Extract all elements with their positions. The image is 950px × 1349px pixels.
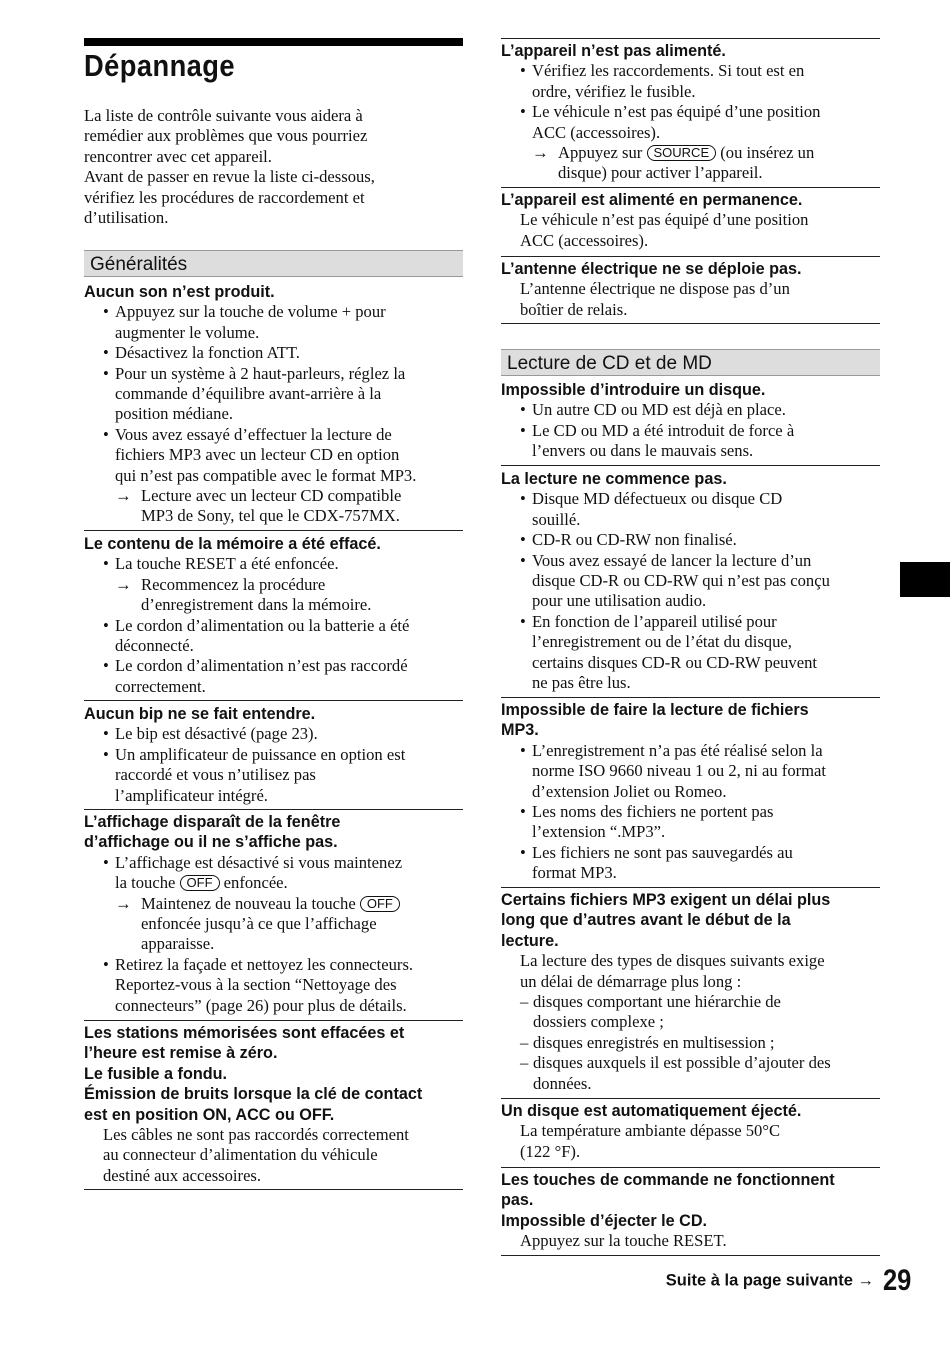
remedy-arrow: → Recommencez la procédure d’enregistrement dans la mémoire. [115,574,372,615]
problem-heading: Aucun son n’est produit. [84,283,275,301]
problem-heading: L’appareil est alimenté en permanence. [501,191,803,209]
remedy-arrow: → Lecture avec un lecteur CD compatible MP3 de Sony, tel que le CDX-757MX. [115,486,402,526]
list-item: • Les fichiers ne sont pas sauvegardés au format MP3. [532,843,880,884]
divider [501,1255,880,1256]
problem-heading: L’appareil n’est pas alimenté. [501,42,726,60]
problem-no-beep [84,700,463,806]
problem-no-sound [84,282,463,527]
list-item: • Vous avez essayé d’effectuer la lecture de fichiers MP3 avec un lecteur CD en option qui n’est pas compatible avec le format MP3. → Lecture avec un lecteur CD compatible MP3 de Sony, tel que le CDX-757MX. [115,425,463,527]
arrow-right-icon: → [115,486,132,506]
list-item: • Retirez la façade et nettoyez les connecteurs. Reportez-vous à la section “Nettoyage des connecteurs” (page 26) pour plus de détails. [115,955,463,1016]
problem-heading: Certains fichiers MP3 exigent un délai plus long que d’autres avant le début de la lecture. [501,891,831,950]
list-item: • Les noms des fichiers ne portent pas l’extension “.MP3”. [532,802,880,843]
problem-answer: L’antenne électrique ne dispose pas d’un boîtier de relais. [520,279,790,319]
list-item: • Le cordon d’alimentation n’est pas raccordé correctement. [115,656,463,697]
problem-memory-erased [84,530,463,697]
list-item: • Un amplificateur de puissance en option est raccordé et vous n’utilisez pas l’amplificateur intégré. [115,745,463,806]
problem-heading: Impossible d’introduire un disque. [501,381,766,399]
problem-heading: L’affichage disparaît de la fenêtre d’affichage ou il ne s’affiche pas. [84,813,341,852]
problem-answer: Les câbles ne sont pas raccordés correctement au connecteur d’alimentation du véhicule destiné aux accessoires. [103,1125,409,1185]
list-item: – disques enregistrés en multisession ; [533,1033,880,1053]
problem-heading: La lecture ne commence pas. [501,470,727,488]
problem-cannot-insert [501,380,880,462]
continued-label: Suite à la page suivante [665,1271,853,1290]
list-item: • L’enregistrement n’a pas été réalisé selon la norme ISO 9660 niveau 1 ou 2, ni au format d’extension Joliet ou Romeo. [532,741,880,802]
arrow-right-icon: → [115,893,132,913]
list-item: • Le CD ou MD a été introduit de force à l’envers ou dans le mauvais sens. [532,421,880,462]
off-key: OFF [180,875,220,891]
remedy-arrow: → Appuyez sur SOURCE (ou insérez un disque) pour activer l’appareil. [532,143,815,183]
list-item: • Appuyez sur la touche de volume + pour augmenter le volume. [115,302,463,343]
list-item: • L’affichage est désactivé si vous maintenez la touche OFF enfoncée. → Maintenez de nouveau la touche OFF enfoncée jusqu’à ce que l’affichage apparaisse. [115,853,463,955]
remedy-arrow: → Maintenez de nouveau la touche OFF enfoncée jusqu’à ce que l’affichage apparaisse. [115,894,463,955]
problem-playback-not-start [501,465,880,693]
problem-heading: Les stations mémorisées sont effacées et l’heure est remise à zéro. Le fusible a fondu. Émission de bruits lorsque la clé de contact est en position ON, ACC ou OFF. [84,1024,423,1124]
list-item: • Pour un système à 2 haut-parleurs, réglez la commande d’équilibre avant-arrière à la position médiane. [115,364,463,425]
list-item: • En fonction de l’appareil utilisé pour l’enregistrement ou de l’état du disque, certains disques CD-R ou CD-RW peuvent ne pas être lus. [532,612,880,694]
list-item: • Disque MD défectueux ou disque CD souillé. [532,489,880,530]
problem-mp3-delay [501,887,880,1094]
problem-answer: La température ambiante dépasse 50°C (122 °F). [520,1121,781,1161]
list-item: – disques comportant une hiérarchie de dossiers complexe ; [533,992,880,1033]
problem-display-disappears [84,809,463,1016]
section-heading-general: Généralités [84,250,463,277]
problem-heading: Aucun bip ne se fait entendre. [84,705,316,723]
problem-heading: Le contenu de la mémoire a été effacé. [84,535,381,553]
problem-heading: Les touches de commande ne fonctionnent pas. Impossible d’éjecter le CD. [501,1171,835,1230]
problem-auto-eject [501,1098,880,1162]
list-item: • Le bip est désactivé (page 23). [115,724,463,744]
list-item: • CD-R ou CD-RW non finalisé. [532,530,880,550]
arrow-right-icon: → [532,143,549,163]
page-title: Dépannage [84,48,236,83]
list-item: • Vous avez essayé de lancer la lecture d’un disque CD-R ou CD-RW qui n’est pas conçu pour une utilisation audio. [532,551,880,612]
problem-answer: La lecture des types de disques suivants exige un délai de démarrage plus long : [520,951,825,991]
problem-answer: Le véhicule n’est pas équipé d’une position ACC (accessoires). [520,210,809,250]
divider [501,323,880,324]
chapter-tab [900,562,950,597]
intro-paragraph: La liste de contrôle suivante vous aidera à remédier aux problèmes que vous pourriez rencontrer avec cet appareil. Avant de passer en revue la liste ci-dessous, vérifiez les procédures de raccordement et d’utilisation. [84,106,375,228]
problem-buttons-not-working [501,1167,880,1252]
source-key: SOURCE [647,145,717,161]
problem-answer: Appuyez sur la touche RESET. [520,1231,727,1251]
problem-heading: L’antenne électrique ne se déploie pas. [501,260,802,278]
section-heading-cd-md: Lecture de CD et de MD [501,349,880,376]
title-bar [84,38,463,46]
page-number: 29 [882,1264,911,1297]
list-item: • Vérifiez les raccordements. Si tout est en ordre, vérifiez le fusible. [532,61,880,102]
list-item: • Un autre CD ou MD est déjà en place. [532,400,880,420]
problem-stations-erased [84,1020,463,1186]
problem-no-power [501,41,880,184]
problem-heading: Un disque est automatiquement éjecté. [501,1102,802,1120]
off-key: OFF [360,896,400,912]
page-footer [666,1264,916,1298]
problem-antenna [501,256,880,320]
problem-heading: Impossible de faire la lecture de fichiers MP3. [501,701,809,740]
divider [84,1189,463,1190]
problem-mp3-playback [501,697,880,884]
list-item: • Le cordon d’alimentation ou la batterie a été déconnecté. [115,616,463,657]
list-item: • La touche RESET a été enfoncée. → Recommencez la procédure d’enregistrement dans la mémoire. [115,554,463,615]
arrow-right-icon: → [857,1271,874,1290]
problem-always-powered [501,187,880,251]
list-item: – disques auxquels il est possible d’ajouter des données. [533,1053,880,1094]
arrow-right-icon: → [115,574,132,594]
list-item: • Le véhicule n’est pas équipé d’une position ACC (accessoires). → Appuyez sur SOURCE (ou insérez un disque) pour activer l’appareil. [532,102,880,184]
divider [501,38,880,39]
list-item: • Désactivez la fonction ATT. [115,343,463,363]
